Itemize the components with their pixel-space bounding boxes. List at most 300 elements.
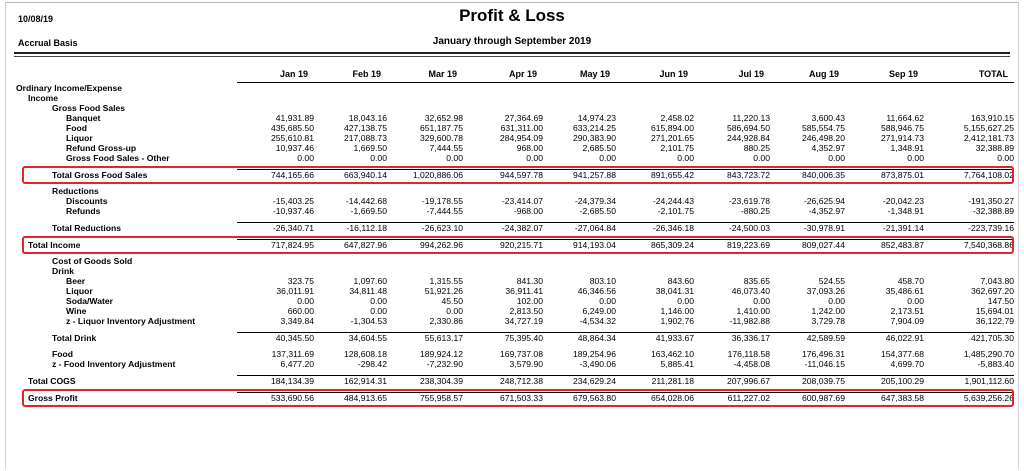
amount-cell: 1,485,290.70 [963,349,1014,359]
amount-cell: 163,910.15 [970,113,1014,123]
amount-cell [924,186,1014,196]
amount-cell: -26,623.10 [387,223,463,234]
table-row [14,103,1014,113]
amount-cell [694,186,770,196]
amount-cell: 7,540,368.86 [924,240,1014,251]
amount-cell: -7,444.55 [426,206,463,216]
amount-cell [616,103,694,113]
amount-cell: 4,699.70 [890,359,924,369]
column-header: TOTAL [924,66,1014,83]
row-label: Gross Profit [28,392,78,403]
amount-cell: 660.00 [287,306,314,316]
amount-cell: 1,097.60 [353,276,387,286]
amount-cell: -3,490.06 [579,359,616,369]
amount-cell [387,93,463,103]
amount-cell: 3,349.84 [280,316,314,326]
amount-cell: 421,705.30 [924,333,1014,344]
amount-cell [770,186,845,196]
amount-cell: 819,223.69 [694,240,770,251]
amount-cell [463,256,543,266]
amount-cell: 744,165.66 [237,170,314,181]
amount-cell [924,93,1014,103]
amount-cell: 843.60 [667,276,694,286]
column-header: Feb 19 [314,66,387,83]
amount-cell: 841.30 [516,276,543,286]
amount-cell: 615,894.00 [650,123,694,133]
row-label: Total Income [28,239,81,250]
amount-cell: -21,391.14 [845,223,924,234]
amount-cell: -24,500.03 [694,223,770,234]
amount-cell: 435,685.50 [270,123,314,133]
amount-cell [237,256,314,266]
amount-cell: 920,215.71 [463,240,543,251]
amount-cell: 1,315.55 [429,276,463,286]
amount-cell: 458.70 [897,276,924,286]
amount-cell: 0.00 [370,153,387,163]
amount-cell [387,83,463,94]
column-header: Apr 19 [463,66,543,83]
amount-cell: 2,101.75 [660,143,694,153]
amount-cell: 147.50 [987,296,1014,306]
table-row [14,133,1014,143]
amount-cell: 36,011.91 [276,286,314,296]
amount-cell: -2,685.50 [579,206,616,216]
amount-cell: 48,864.34 [543,333,616,344]
table-row [14,276,1014,286]
amount-cell: 271,914.73 [880,133,924,143]
amount-cell: -968.00 [513,206,543,216]
amount-cell: -24,382.07 [463,223,543,234]
amount-cell [845,83,924,94]
amount-cell: -24,379.34 [574,196,616,206]
amount-cell: 843,723.72 [694,170,770,181]
amount-cell: -26,346.18 [616,223,694,234]
amount-cell [616,93,694,103]
amount-cell: 5,639,256.26 [924,393,1014,404]
row-label: Total Gross Food Sales [52,169,148,180]
table-row [14,143,1014,153]
amount-cell: 11,220.13 [732,113,770,123]
amount-cell: 169,737.08 [499,349,543,359]
column-header: Jul 19 [694,66,770,83]
profit-loss-table [14,66,1014,403]
amount-cell: -4,458.08 [733,359,770,369]
highlight-box [22,166,1014,185]
amount-cell: 0.00 [907,296,924,306]
amount-cell: 46,346.56 [577,286,616,296]
amount-cell: -11,046.15 [804,359,845,369]
amount-cell: -7,232.90 [426,359,463,369]
row-label: Drink [52,266,74,276]
amount-cell: -20,042.23 [882,196,924,206]
table-row [14,306,1014,316]
row-label: Soda/Water [66,296,113,306]
amount-cell: 176,118.58 [727,349,770,359]
amount-cell [770,103,845,113]
amount-cell [543,266,616,276]
frame-border [1018,2,1019,469]
amount-cell: 809,027.44 [770,240,845,251]
amount-cell: 34,604.55 [314,333,387,344]
amount-cell: -14,442.68 [345,196,387,206]
amount-cell: 2,330.86 [429,316,463,326]
column-header: Jan 19 [237,66,314,83]
amount-cell: 588,946.75 [880,123,924,133]
amount-cell [463,266,543,276]
amount-cell [924,266,1014,276]
amount-cell: 36,911.41 [505,286,543,296]
amount-cell: 271,201.65 [650,133,694,143]
amount-cell [387,256,463,266]
amount-cell: 35,486.61 [885,286,924,296]
amount-cell: 36,122.79 [975,316,1014,326]
amount-cell: 524.55 [818,276,845,286]
row-label: Ordinary Income/Expense [16,82,123,93]
amount-cell: 189,254.96 [572,349,616,359]
amount-cell: 651,187.75 [419,123,463,133]
amount-cell: 647,827.96 [314,240,387,251]
amount-cell: 27,364.69 [504,113,543,123]
table-row [14,359,1014,369]
row-label: Cost of Goods Sold [52,256,133,266]
row-label: Discounts [66,196,108,206]
amount-cell [616,266,694,276]
amount-cell: 323.75 [287,276,314,286]
amount-cell [924,256,1014,266]
table-row [14,113,1014,123]
total-row [14,376,1014,387]
amount-cell [237,266,314,276]
amount-cell: -10,937.46 [272,206,314,216]
amount-cell [694,266,770,276]
amount-cell: 255,610.81 [270,133,314,143]
amount-cell: 51,921.26 [424,286,463,296]
amount-cell [694,256,770,266]
amount-cell: 585,554.75 [801,123,845,133]
row-label: Refund Gross-up [66,143,137,153]
row-label: Total Drink [52,332,97,343]
amount-cell [237,93,314,103]
amount-cell: -223,739.16 [924,223,1014,234]
amount-cell [770,83,845,94]
table-row [14,266,1014,276]
amount-cell: 75,395.40 [463,333,543,344]
amount-cell: 0.00 [828,153,845,163]
amount-cell: 46,022.91 [845,333,924,344]
amount-cell: 0.00 [599,296,616,306]
amount-cell: 5,885.41 [660,359,694,369]
amount-cell: 14,974.23 [577,113,616,123]
row-label: Liquor [66,133,93,143]
amount-cell [543,83,616,94]
amount-cell: 0.00 [677,296,694,306]
amount-cell: 102.00 [516,296,543,306]
amount-cell [616,256,694,266]
amount-cell [845,186,924,196]
amount-cell [463,186,543,196]
table-row [14,256,1014,266]
amount-cell: 34,811.48 [349,286,387,296]
amount-cell [237,83,314,94]
amount-cell: 663,940.14 [314,170,387,181]
amount-cell [845,103,924,113]
amount-cell [463,103,543,113]
amount-cell: 1,242.00 [811,306,845,316]
amount-cell: 880.25 [743,143,770,153]
amount-cell: -1,304.53 [350,316,387,326]
amount-cell: -4,352.97 [808,206,845,216]
amount-cell: 34,727.19 [504,316,543,326]
amount-cell: 533,690.56 [237,393,314,404]
amount-cell: 7,043.80 [980,276,1014,286]
row-label: Total COGS [28,375,76,386]
amount-cell: 3,600.43 [811,113,845,123]
row-label: Income [28,93,59,103]
amount-cell: 5,155,627.25 [963,123,1014,133]
amount-cell: 484,913.65 [314,393,387,404]
amount-cell: 0.00 [446,153,463,163]
amount-cell [694,93,770,103]
amount-cell: 755,958.57 [387,393,463,404]
amount-cell: 0.00 [297,296,314,306]
amount-cell: 0.00 [446,306,463,316]
amount-cell: 0.00 [526,153,543,163]
amount-cell: 1,348.91 [890,143,924,153]
amount-cell: 1,410.00 [736,306,770,316]
amount-cell: 137,311.69 [271,349,314,359]
table-row [14,153,1014,163]
amount-cell: 3,729.78 [811,316,845,326]
amount-cell: 38,041.31 [655,286,694,296]
amount-cell: 162,914.31 [314,376,387,387]
amount-cell [770,256,845,266]
amount-cell: 994,262.96 [387,240,463,251]
amount-cell: -23,619.78 [728,196,770,206]
amount-cell: 55,613.17 [387,333,463,344]
row-label: Wine [66,306,87,316]
amount-cell [694,83,770,94]
amount-cell: 2,412,181.73 [963,133,1014,143]
amount-cell: -16,112.18 [314,223,387,234]
table-row [14,93,1014,103]
amount-cell: 0.00 [828,296,845,306]
amount-cell [387,103,463,113]
amount-cell [770,266,845,276]
amount-cell: 7,764,108.02 [924,170,1014,181]
amount-cell: 840,006.35 [770,170,845,181]
amount-cell: 1,901,112.60 [924,376,1014,387]
highlight-box [22,236,1014,255]
table-row [14,286,1014,296]
amount-cell: 248,712.38 [463,376,543,387]
amount-cell: 329,600.78 [419,133,463,143]
column-header-row [14,66,1014,83]
amount-cell: 4,352.97 [811,143,845,153]
table-row [14,123,1014,133]
total-row [14,223,1014,234]
amount-cell: 1,669.50 [353,143,387,153]
amount-cell: -26,340.71 [237,223,314,234]
amount-cell: 891,655.42 [616,170,694,181]
amount-cell: -27,064.84 [543,223,616,234]
amount-cell [463,83,543,94]
row-label: z - Liquor Inventory Adjustment [66,316,196,326]
amount-cell: 18,043.16 [348,113,387,123]
amount-cell [543,103,616,113]
amount-cell: -5,883.40 [977,359,1014,369]
amount-cell [314,103,387,113]
amount-cell [845,266,924,276]
amount-cell: 6,249.00 [582,306,616,316]
amount-cell: -2,101.75 [657,206,694,216]
amount-cell: 2,173.51 [890,306,924,316]
amount-cell: 41,931.89 [275,113,314,123]
amount-cell: 6,477.20 [280,359,314,369]
amount-cell [314,186,387,196]
table-row [14,316,1014,326]
amount-cell: 586,694.50 [726,123,770,133]
amount-cell: 671,503.33 [463,393,543,404]
amount-cell: 611,227.02 [694,393,770,404]
amount-cell: 1,020,886.06 [387,170,463,181]
table-row [14,296,1014,306]
amount-cell: -4,534.32 [579,316,616,326]
amount-cell: 208,039.75 [770,376,845,387]
row-label: Gross Food Sales [52,103,126,113]
header-divider [14,56,1010,57]
amount-cell: 717,824.95 [237,240,314,251]
frame-border [5,2,1019,3]
amount-cell: 631,311.00 [500,123,543,133]
amount-cell: 40,345.50 [237,333,314,344]
amount-cell: 0.00 [370,306,387,316]
amount-cell: 0.00 [297,153,314,163]
amount-cell: 217,088.73 [343,133,387,143]
column-header: Jun 19 [616,66,694,83]
amount-cell: -32,388.89 [972,206,1014,216]
amount-cell: 11,664.62 [886,113,924,123]
amount-cell: 0.00 [753,153,770,163]
amount-cell: 803.10 [589,276,616,286]
amount-cell: -1,348.91 [887,206,924,216]
amount-cell: 600,987.69 [770,393,845,404]
amount-cell [770,93,845,103]
amount-cell: 32,388.89 [975,143,1014,153]
amount-cell: -1,669.50 [350,206,387,216]
amount-cell: 36,336.17 [694,333,770,344]
amount-cell: 32,652.98 [424,113,463,123]
amount-cell: 46,073.40 [731,286,770,296]
amount-cell [924,83,1014,94]
row-label: Refunds [66,206,101,216]
amount-cell: 362,697.20 [970,286,1014,296]
amount-cell [314,83,387,94]
amount-cell: 37,093.26 [806,286,845,296]
frame-border [5,2,6,469]
amount-cell: 189,924.12 [419,349,463,359]
report-title: Profit & Loss [459,6,565,25]
amount-cell: 7,904.09 [890,316,924,326]
amount-cell: 7,444.55 [429,143,463,153]
amount-cell: 835.65 [743,276,770,286]
amount-cell: 207,996.67 [694,376,770,387]
amount-cell: -15,403.25 [272,196,314,206]
amount-cell: 3,579.90 [509,359,543,369]
amount-cell: 633,214.25 [572,123,616,133]
amount-cell [387,186,463,196]
amount-cell: 427,138.75 [343,123,387,133]
amount-cell: 10,937.46 [275,143,314,153]
amount-cell [543,186,616,196]
amount-cell: 914,193.04 [543,240,616,251]
amount-cell [237,103,314,113]
amount-cell: -19,178.55 [421,196,463,206]
amount-cell [463,93,543,103]
amount-cell: 852,483.87 [845,240,924,251]
amount-cell: 234,629.24 [543,376,616,387]
amount-cell: 1,902.76 [660,316,694,326]
amount-cell: 968.00 [516,143,543,153]
amount-cell: 873,875.01 [845,170,924,181]
amount-cell: -191,350.27 [968,196,1014,206]
amount-cell [314,266,387,276]
row-label: Liquor [66,286,93,296]
amount-cell: 0.00 [907,153,924,163]
amount-cell [237,186,314,196]
header-divider [14,52,1010,54]
column-header: May 19 [543,66,616,83]
amount-cell: 15,694.01 [975,306,1014,316]
amount-cell: 2,813.50 [509,306,543,316]
amount-cell: 647,383.58 [845,393,924,404]
amount-cell: 128,608.18 [343,349,387,359]
amount-cell: -11,982.88 [729,316,770,326]
amount-cell [543,93,616,103]
amount-cell: 679,563.80 [543,393,616,404]
report-basis: Accrual Basis [18,38,78,48]
amount-cell: 654,028.06 [616,393,694,404]
amount-cell: 154,377.68 [880,349,924,359]
amount-cell: 2,458.02 [660,113,694,123]
amount-cell [387,266,463,276]
amount-cell [845,93,924,103]
column-header: Mar 19 [387,66,463,83]
amount-cell [924,103,1014,113]
amount-cell: -30,978.91 [770,223,845,234]
amount-cell: 246,498.20 [801,133,845,143]
amount-cell: 941,257.88 [543,170,616,181]
row-label: Gross Food Sales - Other [66,153,170,163]
amount-cell: 865,309.24 [616,240,694,251]
amount-cell: 0.00 [370,296,387,306]
row-label: Food [52,349,73,359]
amount-cell: 163,462.10 [650,349,694,359]
row-label: Total Reductions [52,222,122,233]
column-header-blank [14,66,237,83]
amount-cell: -298.42 [357,359,387,369]
highlight-box [22,389,1014,408]
amount-cell [543,256,616,266]
amount-cell: 41,933.67 [616,333,694,344]
amount-cell: -26,625.94 [803,196,845,206]
row-label: Reductions [52,186,99,196]
table-row [14,349,1014,359]
amount-cell [616,186,694,196]
column-header: Aug 19 [770,66,845,83]
table-row [14,206,1014,216]
amount-cell: 244,928.84 [726,133,770,143]
report-date: 10/08/19 [18,14,54,24]
